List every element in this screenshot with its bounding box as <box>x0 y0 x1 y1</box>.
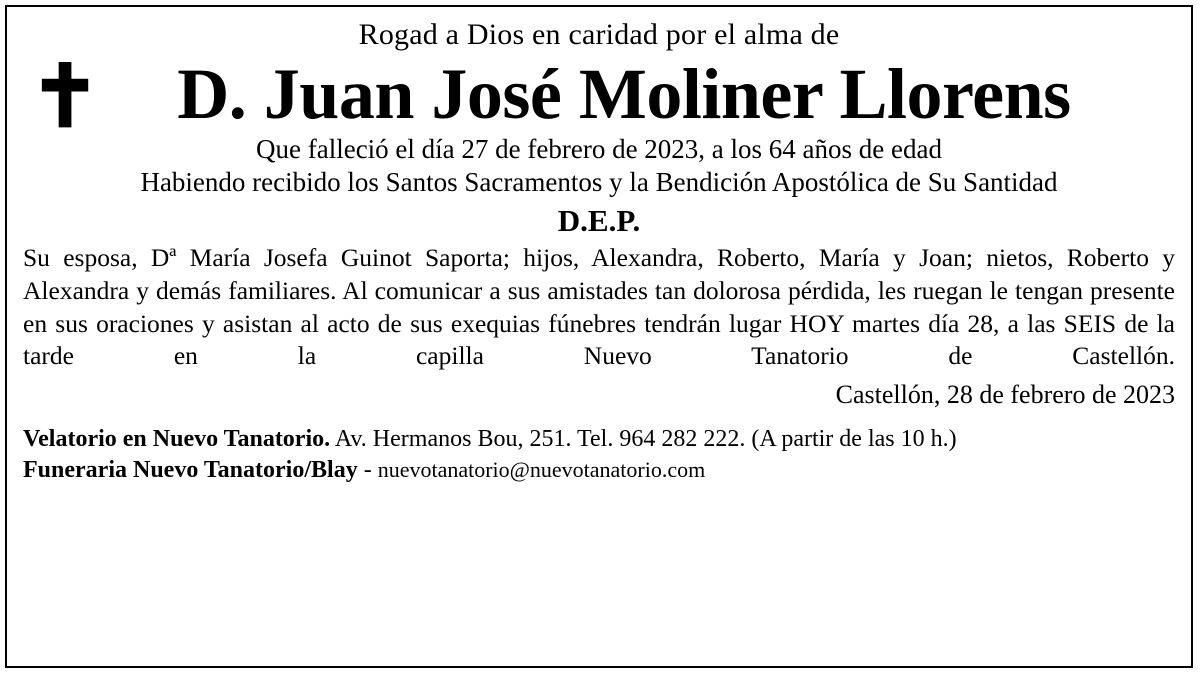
family-message-paragraph: Su esposa, Dª María Josefa Guinot Saporta; hijos, Alexandra, Roberto, María y Joan; nietos, Roberto y Alexandra y demás familiares. Al comunicar a sus amistades tan dolorosa pérdida, les ruegan le tengan presente en sus oraciones y asistan al acto de sus exequias fúnebres tendrán lugar HOY martes día 28, a las SEIS de la tarde en la capilla Nuevo Tanatorio de Castellón. <box>23 243 1175 371</box>
obituary-notice <box>5 5 1193 668</box>
funeral-home-email: nuevotanatorio@nuevotanatorio.com <box>377 457 706 483</box>
footer-separator: - <box>363 457 372 484</box>
death-date-line: Que falleció el día 27 de febrero de 2023, a los 64 años de edad <box>256 133 942 164</box>
intro-text: Rogad a Dios en caridad por el alma de <box>358 18 840 51</box>
funeral-home-row <box>23 455 1175 486</box>
family-message <box>23 242 1175 373</box>
funeral-home-label: Funeraria Nuevo Tanatorio/Blay <box>23 457 358 484</box>
sacraments-line: Habiendo recibido los Santos Sacramentos y la Bendición Apostólica de Su Santidad <box>140 167 1058 198</box>
wake-label: Velatorio en Nuevo Tanatorio. <box>23 426 331 453</box>
cross-icon: ✝ <box>29 49 102 145</box>
dep-abbreviation: D.E.P. <box>557 203 641 239</box>
footer-info <box>23 424 1175 486</box>
wake-details: Av. Hermanos Bou, 251. Tel. 964 282 222. (A partir de las 10 h.) <box>334 426 957 453</box>
place-and-date: Castellón, 28 de febrero de 2023 <box>835 379 1175 409</box>
deceased-name: D. Juan José Moliner Llorens <box>177 54 1071 134</box>
wake-info-row <box>23 424 1175 455</box>
